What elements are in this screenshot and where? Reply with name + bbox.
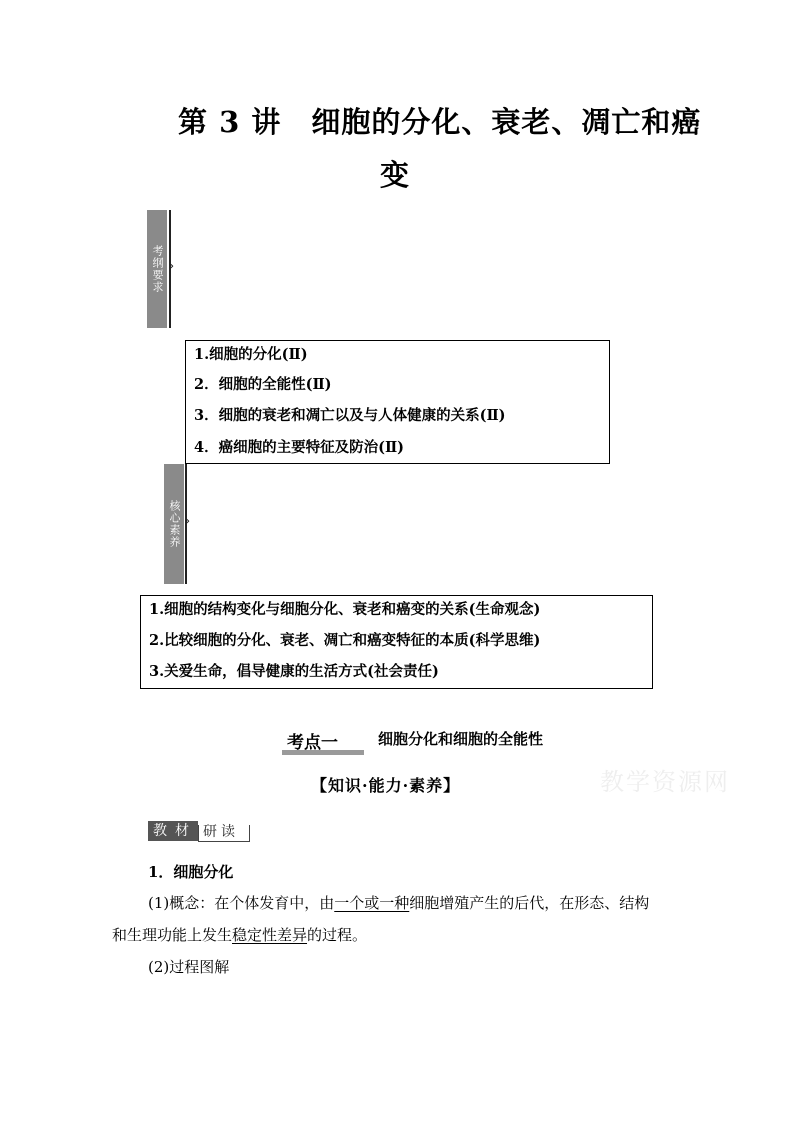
section-heading: 【知识·能力·素养】 xyxy=(311,776,461,795)
page-title-line1: 第 3 讲 细胞的分化、衰老、凋亡和癌 xyxy=(178,105,702,139)
hexin-arrow-icon: › xyxy=(185,514,191,529)
concept-line2-suffix: 的过程。 xyxy=(307,926,368,944)
concept-line1 xyxy=(148,892,649,913)
hexin-box xyxy=(140,595,653,689)
kaodian-label: 考点一 xyxy=(287,733,338,753)
hexin-item: 1.细胞的结构变化与细胞分化、衰老和癌变的关系(生命观念) xyxy=(149,601,541,618)
kaogang-item: 3．细胞的衰老和凋亡以及与人体健康的关系(Ⅱ) xyxy=(194,407,506,424)
kaogang-arrow-icon: › xyxy=(169,259,175,274)
hexin-tab: 核心素养 xyxy=(164,464,184,584)
kaogang-tab: 考纲要求 xyxy=(147,210,167,328)
kaogang-item: 1.细胞的分化(Ⅱ) xyxy=(194,346,308,363)
hexin-item: 2.比较细胞的分化、衰老、凋亡和癌变特征的本质(科学思维) xyxy=(149,632,541,649)
kaogang-box xyxy=(185,340,610,464)
concept-mid: 细胞增殖产生的后代，在形态、结构 xyxy=(409,894,650,912)
heading-cell-differentiation: 1．细胞分化 xyxy=(148,863,234,881)
hexin-item: 3.关爱生命，倡导健康的生活方式(社会责任) xyxy=(149,663,439,680)
kaogang-item: 2．细胞的全能性(Ⅱ) xyxy=(194,376,332,393)
kaodian-subtitle: 细胞分化和细胞的全能性 xyxy=(378,730,544,748)
kaogang-item: 4．癌细胞的主要特征及防治(Ⅱ) xyxy=(194,439,405,456)
page-title-line2: 变 xyxy=(380,158,410,192)
process-heading: (2)过程图解 xyxy=(148,958,230,976)
concept-underline2: 稳定性差异 xyxy=(232,926,308,944)
jiaocai-light-label: 研读 xyxy=(198,825,250,842)
concept-prefix: (1)概念：在个体发育中，由 xyxy=(148,894,335,912)
concept-line2-prefix: 和生理功能上发生 xyxy=(112,926,233,944)
concept-line2 xyxy=(112,924,367,945)
concept-underline1: 一个或一种 xyxy=(334,894,410,912)
jiaocai-dark-label: 教材 xyxy=(148,821,198,841)
watermark: 教学资源网 xyxy=(600,768,730,796)
